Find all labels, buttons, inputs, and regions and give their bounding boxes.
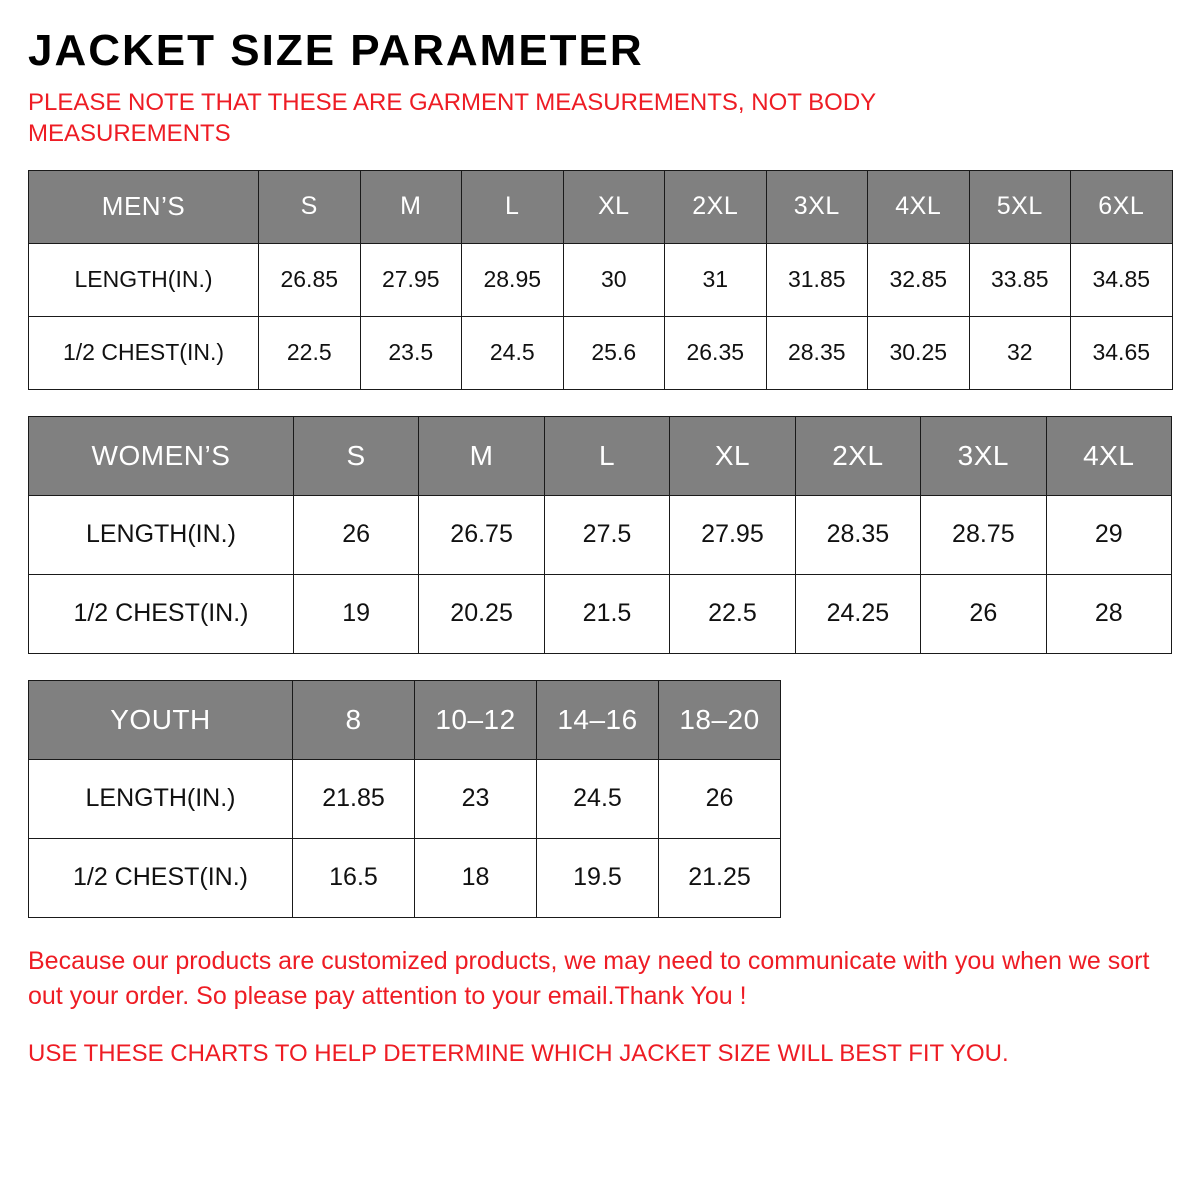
- table-header-row: [29, 680, 781, 759]
- table-cell: 18: [415, 838, 537, 917]
- table-cell: 21.5: [544, 574, 669, 653]
- womens-size-table: [28, 416, 1172, 654]
- mens-size-header: 5XL: [969, 170, 1071, 243]
- table-cell: 28.95: [462, 243, 564, 316]
- chart-usage-note: USE THESE CHARTS TO HELP DETERMINE WHICH JACKET SIZE WILL BEST FIT YOU.: [28, 1039, 1009, 1067]
- table-cell: 24.5: [462, 316, 564, 389]
- mens-size-header: L: [462, 170, 564, 243]
- table-cell: 20.25: [419, 574, 544, 653]
- table-cell: 27.95: [670, 495, 795, 574]
- table-cell: 26.35: [665, 316, 767, 389]
- table-cell: 26: [921, 574, 1046, 653]
- table-cell: 26: [659, 759, 781, 838]
- table-row: [29, 759, 781, 838]
- table-cell: 33.85: [969, 243, 1071, 316]
- youth-size-header: 18–20: [659, 680, 781, 759]
- table-row: [29, 243, 1173, 316]
- table-cell: 27.5: [544, 495, 669, 574]
- table-header-row: [29, 416, 1172, 495]
- mens-size-header: M: [360, 170, 462, 243]
- table-row: [29, 495, 1172, 574]
- page-title: JACKET SIZE PARAMETER: [28, 26, 644, 75]
- mens-size-header: XL: [563, 170, 665, 243]
- womens-size-header: 3XL: [921, 416, 1046, 495]
- table-cell: 26.85: [259, 243, 361, 316]
- table-cell: 26: [293, 495, 418, 574]
- youth-header-label: YOUTH: [29, 680, 293, 759]
- table-cell: 32: [969, 316, 1071, 389]
- table-cell: 34.65: [1071, 316, 1173, 389]
- row-label: LENGTH(IN.): [29, 243, 259, 316]
- mens-size-header: 3XL: [766, 170, 868, 243]
- table-cell: 26.75: [419, 495, 544, 574]
- table-cell: 25.6: [563, 316, 665, 389]
- table-cell: 28.35: [766, 316, 868, 389]
- table-cell: 19: [293, 574, 418, 653]
- youth-size-table: [28, 680, 781, 918]
- table-cell: 34.85: [1071, 243, 1173, 316]
- mens-size-header: 6XL: [1071, 170, 1173, 243]
- table-cell: 30.25: [868, 316, 970, 389]
- table-header-row: [29, 170, 1173, 243]
- row-label: 1/2 CHEST(IN.): [29, 574, 294, 653]
- mens-header-label: MEN’S: [29, 170, 259, 243]
- row-label: 1/2 CHEST(IN.): [29, 316, 259, 389]
- table-cell: 27.95: [360, 243, 462, 316]
- mens-size-header: S: [259, 170, 361, 243]
- table-cell: 24.5: [537, 759, 659, 838]
- womens-size-header: L: [544, 416, 669, 495]
- table-cell: 19.5: [537, 838, 659, 917]
- youth-size-header: 14–16: [537, 680, 659, 759]
- table-cell: 22.5: [259, 316, 361, 389]
- mens-size-header: 2XL: [665, 170, 767, 243]
- table-cell: 16.5: [293, 838, 415, 917]
- table-row: [29, 574, 1172, 653]
- mens-size-table: [28, 170, 1173, 390]
- table-cell: 30: [563, 243, 665, 316]
- womens-size-header: 4XL: [1046, 416, 1171, 495]
- table-cell: 31.85: [766, 243, 868, 316]
- table-cell: 32.85: [868, 243, 970, 316]
- table-cell: 23: [415, 759, 537, 838]
- row-label: LENGTH(IN.): [29, 495, 294, 574]
- table-row: [29, 838, 781, 917]
- womens-size-header: 2XL: [795, 416, 920, 495]
- table-cell: 29: [1046, 495, 1171, 574]
- table-cell: 28: [1046, 574, 1171, 653]
- womens-size-header: S: [293, 416, 418, 495]
- measurement-note: PLEASE NOTE THAT THESE ARE GARMENT MEASUREMENTS, NOT BODY MEASUREMENTS: [28, 89, 876, 147]
- table-row: [29, 316, 1173, 389]
- row-label: LENGTH(IN.): [29, 759, 293, 838]
- womens-header-label: WOMEN’S: [29, 416, 294, 495]
- youth-size-header: 10–12: [415, 680, 537, 759]
- row-label: 1/2 CHEST(IN.): [29, 838, 293, 917]
- table-cell: 24.25: [795, 574, 920, 653]
- table-cell: 23.5: [360, 316, 462, 389]
- womens-size-header: XL: [670, 416, 795, 495]
- mens-size-header: 4XL: [868, 170, 970, 243]
- table-cell: 28.75: [921, 495, 1046, 574]
- youth-size-header: 8: [293, 680, 415, 759]
- table-cell: 22.5: [670, 574, 795, 653]
- customization-note: Because our products are customized products, we may need to communicate with you when we sort out your order. So please pay attention to your email.Thank You !: [28, 946, 1150, 1011]
- table-cell: 28.35: [795, 495, 920, 574]
- table-cell: 21.25: [659, 838, 781, 917]
- table-cell: 31: [665, 243, 767, 316]
- table-cell: 21.85: [293, 759, 415, 838]
- womens-size-header: M: [419, 416, 544, 495]
